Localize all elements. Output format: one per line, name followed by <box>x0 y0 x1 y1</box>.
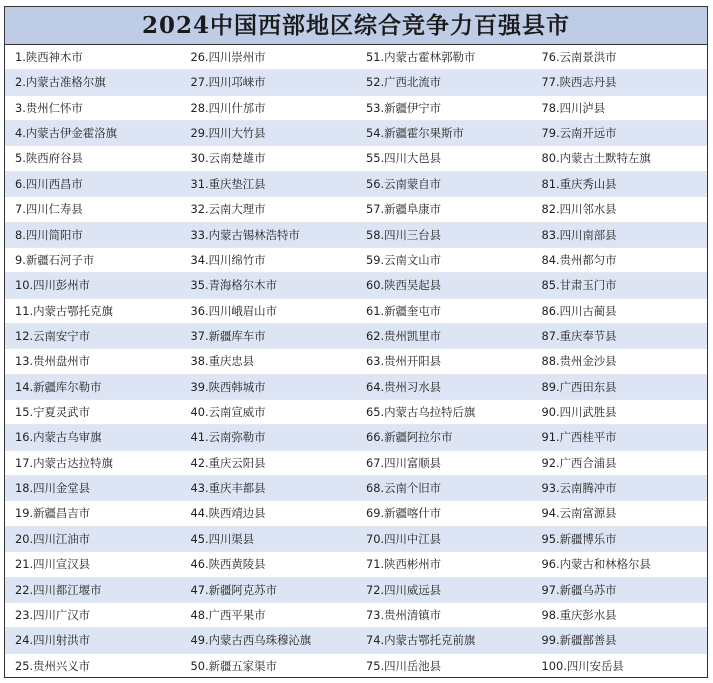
ranking-entry: 37.新疆库车市 <box>190 328 266 343</box>
ranking-entry: 70.四川中江县 <box>366 531 442 546</box>
ranking-entry: 52.广西北流市 <box>366 75 442 90</box>
table-row <box>5 603 707 628</box>
table-row <box>5 349 707 374</box>
ranking-entry: 45.四川渠县 <box>190 531 255 546</box>
ranking-entry: 26.四川崇州市 <box>190 50 266 64</box>
ranking-entry: 46.陕西黄陵县 <box>190 557 266 572</box>
ranking-entry: 42.重庆云阳县 <box>190 455 266 470</box>
table-row <box>5 476 707 501</box>
table-row <box>5 552 707 577</box>
table-row <box>5 121 707 146</box>
table-row <box>5 451 707 476</box>
ranking-entry: 15.宁夏灵武市 <box>15 405 91 420</box>
ranking-entry: 82.四川邻水县 <box>541 202 617 217</box>
ranking-entry: 78.四川泸县 <box>541 100 606 115</box>
ranking-entry: 19.新疆昌吉市 <box>15 506 91 521</box>
ranking-entry: 96.内蒙古和林格尔县 <box>541 557 651 572</box>
ranking-entry: 17.内蒙古达拉特旗 <box>15 455 113 470</box>
ranking-entry: 64.贵州习水县 <box>366 379 442 394</box>
ranking-entry: 61.新疆奎屯市 <box>366 303 442 318</box>
ranking-entry: 49.内蒙古西乌珠穆沁旗 <box>190 633 312 648</box>
ranking-entry: 59.云南文山市 <box>366 252 442 267</box>
table-row <box>5 45 707 70</box>
ranking-entry: 13.贵州盘州市 <box>15 354 91 369</box>
ranking-entry: 36.四川峨眉山市 <box>190 303 277 318</box>
ranking-entry: 3.贵州仁怀市 <box>15 100 83 115</box>
ranking-entry: 5.陕西府谷县 <box>15 151 83 166</box>
ranking-entry: 23.四川广汉市 <box>15 607 91 622</box>
ranking-entry: 56.云南蒙自市 <box>366 176 442 191</box>
ranking-entry: 44.陕西靖边县 <box>190 506 266 521</box>
ranking-entry: 31.重庆垫江县 <box>190 176 266 191</box>
ranking-entry: 27.四川邛崃市 <box>190 75 266 90</box>
table-row <box>5 654 707 679</box>
ranking-entry: 24.四川射洪市 <box>15 633 91 648</box>
ranking-grid <box>5 45 707 679</box>
table-row <box>5 400 707 425</box>
ranking-entry: 25.贵州兴义市 <box>15 658 91 673</box>
ranking-entry: 47.新疆阿克苏市 <box>190 582 277 597</box>
table-row <box>5 248 707 273</box>
ranking-entry: 18.四川金堂县 <box>15 481 91 496</box>
ranking-entry: 69.新疆喀什市 <box>366 506 442 521</box>
ranking-entry: 50.新疆五家渠市 <box>190 658 277 673</box>
ranking-entry: 65.内蒙古乌拉特后旗 <box>366 405 476 420</box>
ranking-entry: 33.内蒙古锡林浩特市 <box>190 227 300 242</box>
ranking-entry: 43.重庆丰都县 <box>190 481 266 496</box>
ranking-entry: 29.四川大竹县 <box>190 126 266 141</box>
ranking-entry: 1.陕西神木市 <box>15 50 83 64</box>
ranking-entry: 4.内蒙古伊金霍洛旗 <box>15 126 117 141</box>
ranking-entry: 16.内蒙古乌审旗 <box>15 430 102 445</box>
ranking-entry: 54.新疆霍尔果斯市 <box>366 126 464 141</box>
table-row <box>5 628 707 653</box>
ranking-entry: 97.新疆乌苏市 <box>541 582 617 597</box>
ranking-entry: 51.内蒙古霍林郭勒市 <box>366 50 476 64</box>
ranking-entry: 100.四川安岳县 <box>541 658 624 673</box>
table-row <box>5 197 707 222</box>
ranking-entry: 68.云南个旧市 <box>366 481 442 496</box>
table-row <box>5 578 707 603</box>
ranking-entry: 58.四川三台县 <box>366 227 442 242</box>
ranking-entry: 20.四川江油市 <box>15 531 91 546</box>
ranking-entry: 79.云南开远市 <box>541 126 617 141</box>
ranking-entry: 84.贵州都匀市 <box>541 252 617 267</box>
ranking-entry: 71.陕西彬州市 <box>366 557 442 572</box>
ranking-entry: 80.内蒙古土默特左旗 <box>541 151 651 166</box>
ranking-entry: 28.四川什邡市 <box>190 100 266 115</box>
ranking-entry: 73.贵州清镇市 <box>366 607 442 622</box>
table-title: 2024中国西部地区综合竞争力百强县市 <box>5 7 707 45</box>
table-row <box>5 501 707 526</box>
table-row <box>5 324 707 349</box>
ranking-entry: 39.陕西韩城市 <box>190 379 266 394</box>
ranking-entry: 41.云南弥勒市 <box>190 430 266 445</box>
table-row <box>5 70 707 95</box>
ranking-entry: 53.新疆伊宁市 <box>366 100 442 115</box>
ranking-entry: 8.四川简阳市 <box>15 227 83 242</box>
ranking-entry: 40.云南宣威市 <box>190 405 266 420</box>
ranking-entry: 76.云南景洪市 <box>541 50 617 64</box>
ranking-entry: 11.内蒙古鄂托克旗 <box>15 303 113 318</box>
ranking-entry: 55.四川大邑县 <box>366 151 442 166</box>
ranking-entry: 62.贵州凯里市 <box>366 328 442 343</box>
ranking-entry: 77.陕西志丹县 <box>541 75 617 90</box>
ranking-entry: 87.重庆奉节县 <box>541 328 617 343</box>
ranking-entry: 35.青海格尔木市 <box>190 278 277 293</box>
ranking-entry: 90.四川武胜县 <box>541 405 617 420</box>
ranking-entry: 34.四川绵竹市 <box>190 252 266 267</box>
ranking-entry: 88.贵州金沙县 <box>541 354 617 369</box>
ranking-entry: 74.内蒙古鄂托克前旗 <box>366 633 476 648</box>
ranking-entry: 93.云南腾冲市 <box>541 481 617 496</box>
ranking-entry: 75.四川岳池县 <box>366 658 442 673</box>
ranking-entry: 89.广西田东县 <box>541 379 617 394</box>
ranking-entry: 91.广西桂平市 <box>541 430 617 445</box>
ranking-entry: 32.云南大理市 <box>190 202 266 217</box>
ranking-entry: 81.重庆秀山县 <box>541 176 617 191</box>
ranking-entry: 6.四川西昌市 <box>15 176 83 191</box>
ranking-entry: 10.四川彭州市 <box>15 278 91 293</box>
ranking-entry: 60.陕西吴起县 <box>366 278 442 293</box>
ranking-entry: 94.云南富源县 <box>541 506 617 521</box>
table-row <box>5 96 707 121</box>
ranking-entry: 9.新疆石河子市 <box>15 252 95 267</box>
table-row <box>5 146 707 171</box>
ranking-entry: 67.四川富顺县 <box>366 455 442 470</box>
ranking-entry: 48.广西平果市 <box>190 607 266 622</box>
ranking-entry: 2.内蒙古准格尔旗 <box>15 75 106 90</box>
ranking-entry: 86.四川古蔺县 <box>541 303 617 318</box>
ranking-entry: 92.广西合浦县 <box>541 455 617 470</box>
table-row <box>5 375 707 400</box>
ranking-entry: 7.四川仁寿县 <box>15 202 83 217</box>
table-row <box>5 273 707 298</box>
table-row <box>5 527 707 552</box>
ranking-entry: 72.四川威远县 <box>366 582 442 597</box>
ranking-entry: 22.四川都江堰市 <box>15 582 102 597</box>
table-row <box>5 223 707 248</box>
table-row <box>5 425 707 450</box>
ranking-entry: 30.云南楚雄市 <box>190 151 266 166</box>
ranking-entry: 63.贵州开阳县 <box>366 354 442 369</box>
ranking-entry: 85.甘肃玉门市 <box>541 278 617 293</box>
ranking-entry: 38.重庆忠县 <box>190 354 255 369</box>
ranking-entry: 12.云南安宁市 <box>15 328 91 343</box>
ranking-entry: 83.四川南部县 <box>541 227 617 242</box>
ranking-entry: 95.新疆博乐市 <box>541 531 617 546</box>
ranking-entry: 57.新疆阜康市 <box>366 202 442 217</box>
table-row <box>5 172 707 197</box>
ranking-entry: 14.新疆库尔勒市 <box>15 379 102 394</box>
ranking-entry: 98.重庆彭水县 <box>541 607 617 622</box>
ranking-entry: 21.四川宣汉县 <box>15 557 91 572</box>
table-row <box>5 299 707 324</box>
ranking-table <box>4 6 708 678</box>
ranking-entry: 66.新疆阿拉尔市 <box>366 430 453 445</box>
ranking-entry: 99.新疆鄯善县 <box>541 633 617 648</box>
